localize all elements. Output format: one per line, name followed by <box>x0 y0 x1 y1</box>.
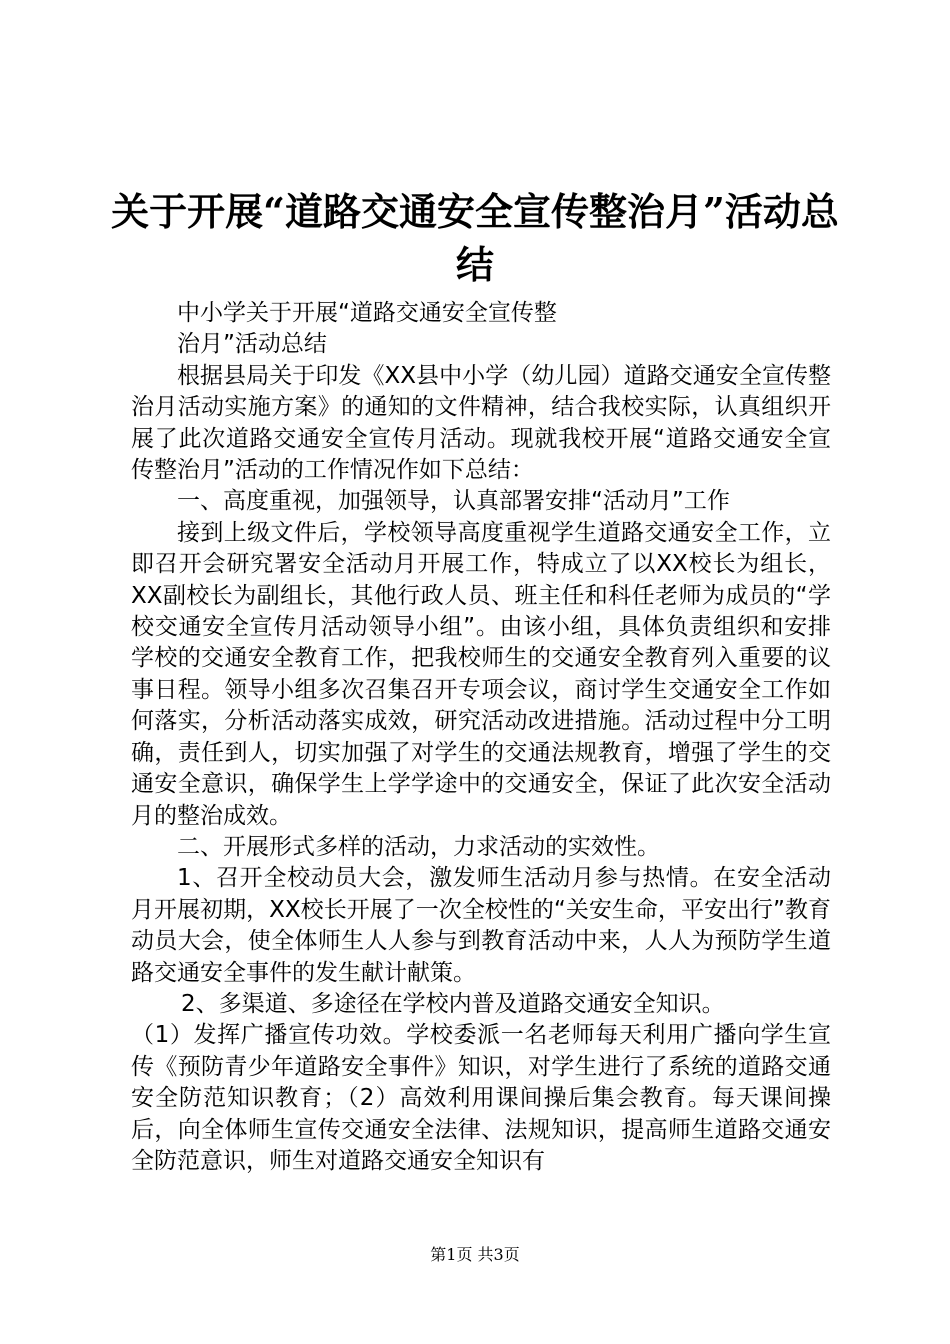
paragraph-leadership: 接到上级文件后，学校领导高度重视学生道路交通安全工作，立即召开会研究署安全活动月开展工作，特成立了以XX校长为组长，XX副校长为副组长，其他行政人员、班主任和科任老师为成员的“学校交通安全宣传月活动领导小组”。由该小组，具体负责组织和安排学校的交通安全教育工作，把我校师生的交通安全教育列入重要的议事日程。领导小组多次召集召开专项会议，商讨学生交通安全工作如何落实，分析活动落实成效，研究活动改进措施。活动过程中分工明确，责任到人，切实加强了对学生的交通法规教育，增强了学生的交通安全意识，确保学生上学学途中的交通安全，保证了此次安全活动月的整治成效。 <box>131 519 831 829</box>
paragraph-channels-heading: 2、多渠道、多途径在学校内普及道路交通安全知识。 <box>181 990 725 1017</box>
paragraph-intro: 根据县局关于印发《XX县中小学（幼儿园）道路交通安全宣传整治月活动实施方案》的通知的文件精神，结合我校实际，认真组织开展了此次道路交通安全宣传月活动。现就我校开展“道路交通安全宣传整治月”活动的工作情况作如下总结： <box>131 362 831 484</box>
document-title-line2: 结 <box>455 242 494 287</box>
section-heading-2: 二、开展形式多样的活动，力求活动的实效性。 <box>177 833 660 860</box>
section-heading-1: 一、高度重视，加强领导，认真部署安排“活动月”工作 <box>177 488 730 515</box>
document-body <box>131 298 831 1177</box>
subtitle-line2: 治月”活动总结 <box>177 331 327 358</box>
document-title-line1: 关于开展“道路交通安全宣传整治月”活动总 <box>111 189 839 234</box>
paragraph-broadcast: （1）发挥广播宣传功效。学校委派一名老师每天利用广播向学生宣传《预防青少年道路安全事件》知识，对学生进行了系统的道路交通安全防范知识教育；（2）高效利用课间操后集会教育。每天课间操后，向全体师生宣传交通安全法律、法规知识，提高师生道路交通安全防范意识，师生对道路交通安全知识有 <box>131 1022 831 1174</box>
paragraph-mobilization: 1、召开全校动员大会，激发师生活动月参与热情。在安全活动月开展初期，XX校长开展了一次全校性的“关安生命，平安出行”教育动员大会，使全体师生人人参与到教育活动中来，人人为预防学生道路交通安全事件的发生献计献策。 <box>131 865 831 986</box>
page-footer: 第1页 共3页 <box>430 1245 520 1264</box>
subtitle-line1: 中小学关于开展“道路交通安全宣传整 <box>177 300 557 326</box>
